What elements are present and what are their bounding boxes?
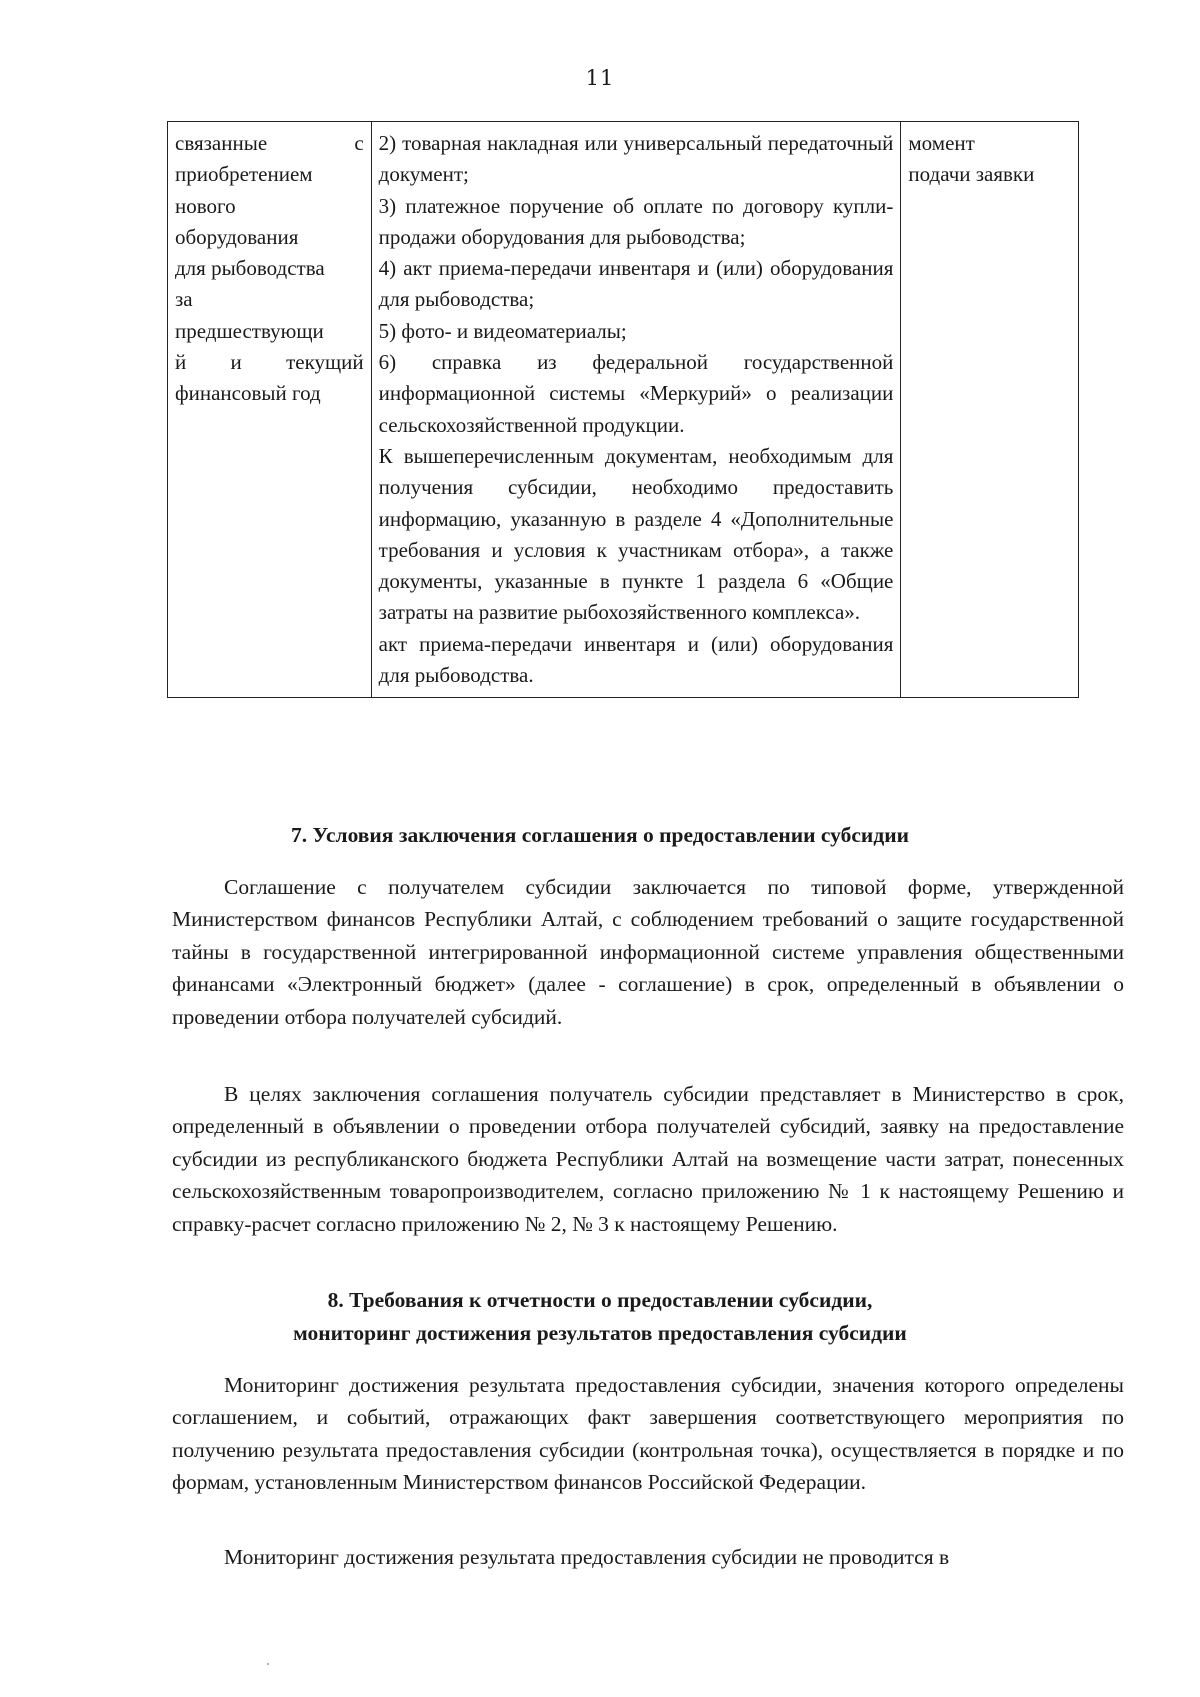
document-item: 3) платежное поручение об оплате по договору купли-продажи оборудования для рыбоводства; [378, 193, 894, 249]
section-7-paragraph: Соглашение с получателем субсидии заключается по типовой форме, утвержденной Министерством финансов Республики Алтай, с соблюдением требований о защите государственной тайны в государственной интегрированной информационной системе управления общественными финансами «Электронный бюджет» (далее - соглашение) в срок, определенный в объявлении о проведении отбора получателей субсидий. [172, 875, 1124, 1029]
section-7-paragraph: В целях заключения соглашения получатель субсидии представляет в Министерство в срок, определенный в объявлении о проведении отбора получателей субсидий, заявку на предоставление субсидии из республиканского бюджета Республики Алтай на возмещение части затрат, понесенных сельскохозяйственным товаропроизводителем, согласно приложению № 1 к настоящему Решению и справку-расчет согласно приложению № 2, № 3 к настоящему Решению. [172, 1082, 1124, 1236]
cell-text-line: связанные с [175, 131, 364, 155]
document-item: 6) справка из федеральной государственной информационной системы «Меркурий» о реализации сельскохозяйственной продукции. [378, 350, 894, 437]
document-item: 4) акт приема-передачи инвентаря и (или) оборудования для рыбоводства; [378, 256, 894, 312]
cell-text-line: предшествующи [175, 318, 324, 343]
section-8-paragraph: Мониторинг достижения результата предоставления субсидии, значения которого определены соглашением, и событий, отражающих факт завершения соответствующего мероприятия по получению результата предоставления субсидии (контрольная точка), осуществляется в порядке и по формам, установленным Министерством финансов Российской Федерации. [172, 1373, 1124, 1495]
page-number: 11 [585, 66, 615, 90]
cell-text-line: подачи заявки [908, 162, 1035, 187]
cell-text-line: нового [175, 193, 236, 218]
requirements-table [167, 121, 1079, 698]
scan-speck [267, 1663, 269, 1665]
cell-text-line: й и текущий [175, 350, 364, 375]
table-cell-documents [371, 122, 901, 698]
section-8-heading-line1: 8. Требования к отчетности о предоставлении субсидии, [327, 1288, 873, 1312]
table-cell-deadline [901, 122, 1079, 698]
table-cell-cost-type [168, 122, 372, 698]
document-item: 2) товарная накладная или универсальный передаточный документ; [378, 131, 894, 187]
cell-text-line: оборудования [175, 224, 299, 249]
document-item: 5) фото- и видеоматериалы; [378, 318, 627, 343]
cell-text-line: приобретением [175, 162, 313, 187]
section-8-paragraph: Мониторинг достижения результата предоставления субсидии не проводится в [224, 1545, 950, 1569]
section-7-heading: 7. Условия заключения соглашения о предоставлении субсидии [291, 823, 909, 847]
cell-text-line: момент [908, 131, 975, 155]
cell-text-line: финансовый год [175, 381, 321, 406]
table-row [168, 122, 1079, 698]
cell-text-line: за [175, 287, 193, 312]
section-8-heading-line2: мониторинг достижения результатов предоставления субсидии [293, 1321, 907, 1345]
document-item: акт приема-передачи инвентаря и (или) оборудования для рыбоводства. [378, 631, 894, 688]
document-item: К вышеперечисленным документам, необходимым для получения субсидии, необходимо предоставить информацию, указанную в разделе 4 «Дополнительные требования и условия к участникам отбора», а также документы, указанные в пункте 1 раздела 6 «Общие затраты на развитие рыбохозяйственного комплекса». [378, 443, 894, 625]
cell-text-line: для рыбоводства [175, 256, 325, 281]
